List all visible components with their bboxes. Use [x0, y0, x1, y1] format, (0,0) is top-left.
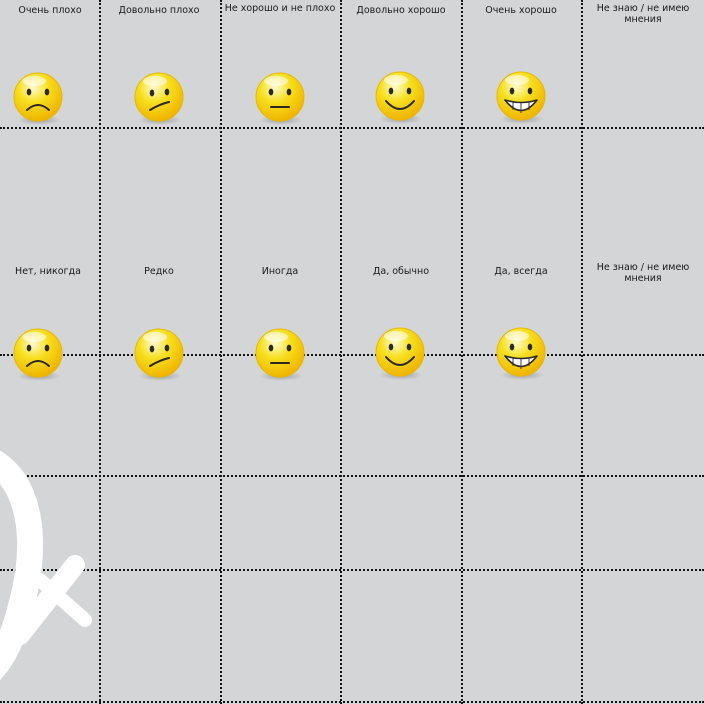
- option-label: Не хорошо и не плохо: [224, 3, 336, 14]
- scale2-option-usually[interactable]: [341, 266, 461, 277]
- smile-face-icon[interactable]: [370, 325, 430, 381]
- scale1-option-rather-bad[interactable]: [99, 5, 219, 16]
- option-label: Иногда: [261, 266, 299, 277]
- grid-vline: [220, 0, 222, 704]
- option-label: Не знаю / не имею мнения: [596, 262, 690, 284]
- scale2-option-sometimes[interactable]: [220, 266, 340, 277]
- scale1-option-rather-good[interactable]: [341, 5, 461, 16]
- option-label: Да, обычно: [372, 266, 430, 277]
- option-label: Довольно плохо: [118, 5, 200, 16]
- grid-vline: [340, 0, 342, 704]
- very-sad-face-icon[interactable]: [8, 70, 68, 126]
- grid-hline: [0, 127, 704, 129]
- neutral-face-icon[interactable]: [250, 326, 310, 382]
- very-sad-face-icon[interactable]: [8, 326, 68, 382]
- grid-vline: [581, 0, 583, 704]
- neutral-face-icon[interactable]: [250, 70, 310, 126]
- scale1-option-very-good[interactable]: [461, 5, 581, 16]
- option-label: Очень плохо: [18, 5, 82, 16]
- big-smile-face-icon[interactable]: [491, 69, 551, 125]
- option-label: Довольно хорошо: [356, 5, 446, 16]
- sad-face-icon[interactable]: [129, 326, 189, 382]
- option-label: Да, всегда: [494, 266, 548, 277]
- watermark-graphic: [0, 420, 130, 704]
- smile-face-icon[interactable]: [370, 69, 430, 125]
- option-label: Нет, никогда: [15, 266, 81, 277]
- scale1-option-very-bad[interactable]: [0, 5, 110, 16]
- sad-face-icon[interactable]: [129, 70, 189, 126]
- option-label: Редко: [144, 266, 174, 277]
- scale2-option-rarely[interactable]: [99, 266, 219, 277]
- scale1-option-neutral[interactable]: [220, 3, 340, 14]
- big-smile-face-icon[interactable]: [491, 325, 551, 381]
- option-label: Очень хорошо: [485, 5, 557, 16]
- scale2-option-dont-know[interactable]: [583, 262, 703, 284]
- option-label: Не знаю / не имею мнения: [596, 3, 690, 25]
- grid-hline: [0, 354, 704, 356]
- scale2-option-always[interactable]: [461, 266, 581, 277]
- scale1-option-dont-know[interactable]: [583, 3, 703, 25]
- grid-vline: [461, 0, 463, 704]
